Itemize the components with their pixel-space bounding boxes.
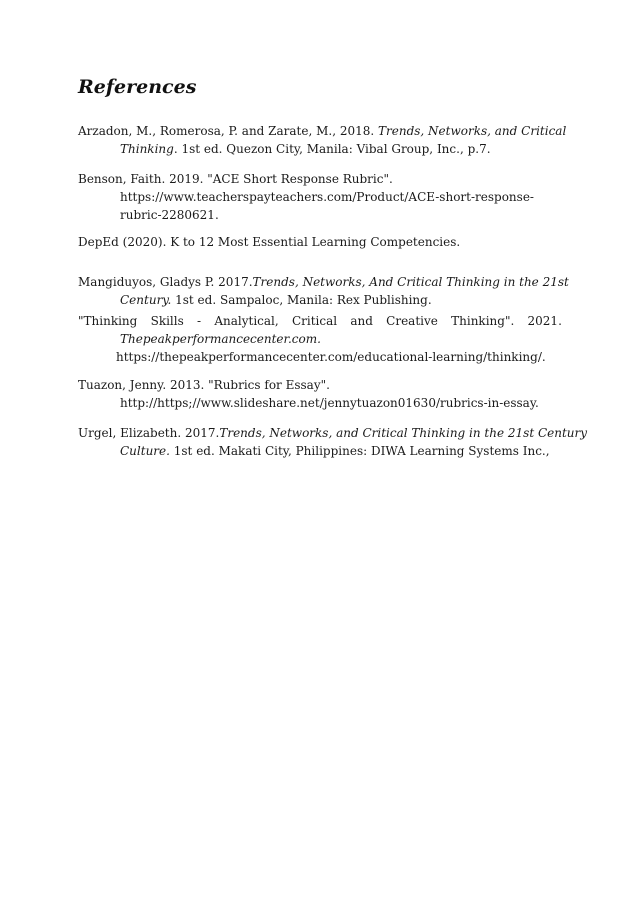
- reference-line: [78, 140, 562, 158]
- reference-title-cont: Thinking: [120, 142, 174, 156]
- reference-url: http://https;//www.slideshare.net/jennytuazon01630/rubrics-in-essay.: [120, 396, 539, 410]
- reference-word: -: [197, 314, 202, 328]
- reference-publisher: 1st ed. Sampaloc, Manila: Rex Publishing.: [171, 293, 432, 307]
- reference-site: Thepeakperformancecenter.com.: [120, 332, 321, 346]
- reference-title-cont: Culture.: [120, 444, 170, 458]
- reference-deped: [78, 233, 562, 251]
- reference-word: "Thinking: [78, 314, 138, 328]
- reference-benson: [78, 170, 562, 224]
- reference-url: https://www.teacherspayteachers.com/Product/ACE-short-response-: [120, 190, 534, 204]
- reference-arzadon: [78, 122, 567, 158]
- reference-word: 2021.: [527, 314, 562, 328]
- reference-authors: Arzadon, M., Romerosa, P. and Zarate, M., 2018.: [78, 124, 375, 138]
- reference-url: https://thepeakperformancecenter.com/educational-learning/thinking/.: [116, 350, 546, 364]
- reference-word: Creative: [386, 314, 438, 328]
- reference-word: Skills: [150, 314, 184, 328]
- reference-thinking-skills: [78, 312, 562, 366]
- reference-title: Trends, Networks, And Critical Thinking in the 21st: [252, 275, 569, 289]
- reference-line: [78, 273, 569, 291]
- reference-title: Trends, Networks, and Critical Thinking in the 21st Century: [219, 426, 588, 440]
- reference-urgel: [78, 424, 588, 460]
- reference-line: [78, 122, 567, 140]
- reference-authors: Tuazon, Jenny. 2013. "Rubrics for Essay".: [78, 378, 330, 392]
- reference-url-cont: rubric-2280621.: [120, 208, 219, 222]
- reference-word: Analytical,: [214, 314, 279, 328]
- reference-mangiduyos: [78, 273, 569, 309]
- reference-publisher: 1st ed. Makati City, Philippines: DIWA Learning Systems Inc.,: [169, 444, 550, 458]
- reference-title: Trends, Networks, and Critical: [378, 124, 567, 138]
- reference-tuazon: [78, 376, 562, 412]
- reference-word: and: [350, 314, 373, 328]
- reference-text: DepEd (2020). K to 12 Most Essential Learning Competencies.: [78, 235, 461, 249]
- reference-authors: Urgel, Elizabeth. 2017.: [78, 426, 220, 440]
- reference-title-cont: Century.: [120, 293, 172, 307]
- reference-line: [78, 424, 588, 442]
- reference-line: [78, 291, 562, 309]
- reference-word: Thinking".: [451, 314, 515, 328]
- reference-word: Critical: [291, 314, 338, 328]
- page-title: References: [78, 76, 197, 98]
- reference-line: [78, 442, 562, 460]
- reference-publisher: . 1st ed. Quezon City, Manila: Vibal Group, Inc., p.7.: [173, 142, 491, 156]
- reference-authors: Mangiduyos, Gladys P. 2017.: [78, 275, 253, 289]
- reference-authors: Benson, Faith. 2019. "ACE Short Response Rubric".: [78, 172, 393, 186]
- reference-title-line: [78, 312, 562, 330]
